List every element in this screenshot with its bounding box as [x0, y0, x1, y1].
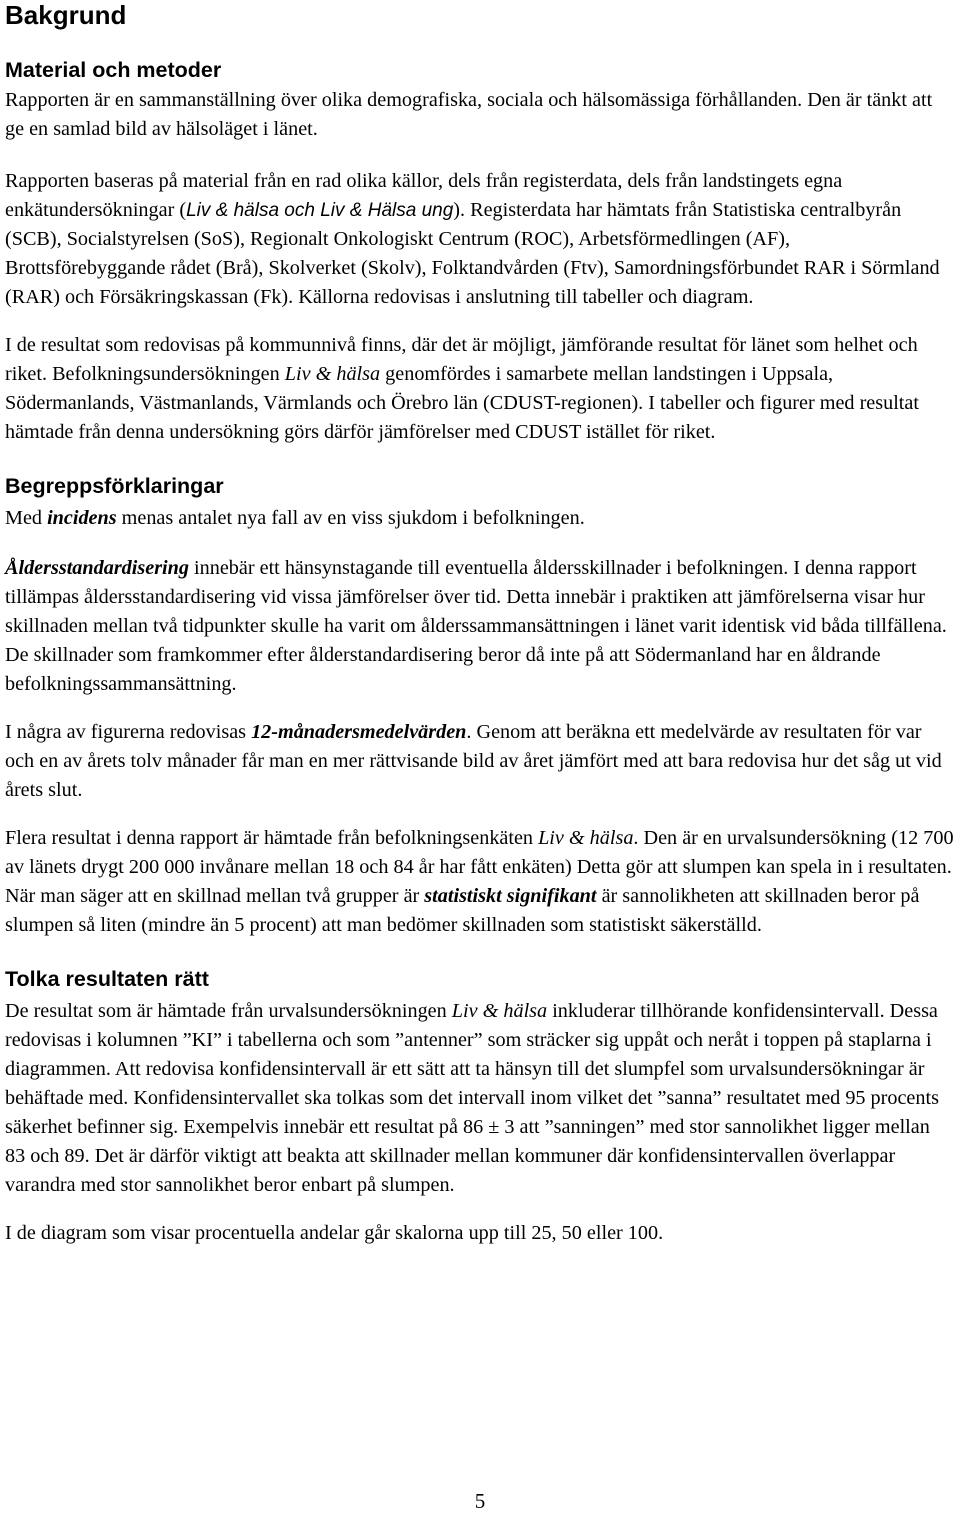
emphasis-liv-och-halsa: Liv & hälsa — [451, 1000, 548, 1022]
term-12-manadersmedelvarden: 12-månadersmedelvärden — [251, 721, 467, 743]
term-aldersstandardisering: Åldersstandardisering — [5, 557, 189, 579]
text-run: menas antalet nya fall av en viss sjukdom i befolkningen. — [116, 507, 585, 529]
text-run: Flera resultat i denna rapport är hämtade från befolkningsenkäten — [5, 827, 539, 849]
term-statistiskt-signifikant: statistiskt signifikant — [424, 885, 597, 907]
text-run: ). Registerdata har hämtats från Statistiska centralbyrån (SCB), Socialstyrelsen (SoS), Regionalt Onkologiskt Centrum (ROC), Arbetsförmedlingen (AF), Brottsförebyggande rådet (Brå), Skolverket (Skolv), Folktandvården (Ftv), Samordningsförbundet RAR i Sörmland (RAR) och Försäkringskassan (Fk). Källorna redovisas i anslutning till tabeller och diagram. — [5, 199, 940, 308]
text-run: I några av figurerna redovisas — [5, 721, 252, 743]
paragraph-tolka-skalor: I de diagram som visar procentuella andelar går skalorna upp till 25, 50 eller 100. — [5, 1222, 664, 1244]
emphasis-survey-names: Liv & hälsa och Liv & Hälsa ung — [186, 200, 454, 221]
heading-begreppsforklaringar: Begreppsförklaringar — [5, 474, 224, 498]
paragraph-tolka-konfidensintervall — [5, 997, 955, 1200]
paragraph-material-3 — [5, 331, 955, 447]
page-title: Bakgrund — [5, 0, 127, 30]
paragraph-begrepp-aldersstandardisering — [5, 554, 955, 699]
paragraph-begrepp-incidens — [5, 504, 955, 533]
heading-tolka-resultaten-ratt: Tolka resultaten rätt — [5, 967, 209, 991]
page-number: 5 — [474, 1489, 486, 1513]
paragraph-material-1: Rapporten är en sammanställning över olika demografiska, sociala och hälsomässiga förhållanden. Den är tänkt att ge en samlad bild av hälsoläget i länet. — [5, 89, 933, 140]
document-page — [5, 0, 955, 1248]
text-run: . Genom att beräkna ett medelvärde av resultaten för var och en av årets tolv månader får man en mer rättvisande bild av året jämfört med att bara redovisa hur det såg ut vid årets slut. — [5, 721, 942, 801]
text-run: De resultat som är hämtade från urvalsundersökningen — [5, 1000, 452, 1022]
text-run: genomfördes i samarbete mellan landstingen i Uppsala, Södermanlands, Västmanlands, Värmlands och Örebro län (CDUST-regionen). I tabeller och figurer med resultat hämtade från denna undersökning görs därför jämförelser med CDUST istället för riket. — [5, 363, 919, 443]
term-incidens: incidens — [47, 507, 117, 529]
emphasis-liv-och-halsa: Liv & hälsa — [284, 363, 381, 385]
text-run: innebär ett hänsynstagande till eventuella åldersskillnader i befolkningen. I denna rapport tillämpas åldersstandardisering vid vissa jämförelser över tid. Detta innebär i praktiken att jämförelserna visar hur skillnaden mellan två tidpunkter skulle ha varit om ålderssammansättningen i länet varit identisk vid båda tillfällena. De skillnader som framkommer efter ålderstandardisering beror då inte på att Södermanland har en åldrande befolkningssammansättning. — [5, 557, 947, 695]
text-run: I de resultat som redovisas på kommunnivå finns, där det är möjligt, jämförande resultat för länet som helhet och riket. Befolkningsundersökningen — [5, 334, 918, 385]
heading-material-och-metoder: Material och metoder — [5, 58, 222, 82]
text-run: inkluderar tillhörande konfidensintervall. Dessa redovisas i kolumnen ”KI” i tabellerna och som ”antenner” som sträcker sig uppåt och neråt i toppen på staplarna i diagrammen. Att redovisa konfidensintervall är ett sätt att ta hänsyn till det slumpfel som urvalsundersökningar är behäftade med. Konfidensintervallet ska tolkas som det intervall inom vilket det ”sanna” resultatet med 95 procents säkerhet befinner sig. Exempelvis innebär ett resultat på 86 ± 3 att ”sanningen” med stor sannolikhet ligger mellan 83 och 89. Det är därför viktigt att beakta att skillnader mellan kommuner där konfidensintervallen överlappar varandra med stor sannolikhet beror enbart på slumpen. — [5, 1000, 939, 1196]
paragraph-material-2 — [5, 167, 955, 312]
paragraph-begrepp-medelvarden — [5, 718, 955, 805]
text-run: . Den är en urvalsundersökning (12 700 av länets drygt 200 000 invånare mellan 18 och 84 år har fått enkäten) Detta gör att slumpen kan spela in i resultaten. När man säger att en skillnad mellan två grupper är — [5, 827, 954, 907]
paragraph-begrepp-signifikans — [5, 824, 955, 940]
text-run: är sannolikheten att skillnaden beror på slumpen så liten (mindre än 5 procent) att man bedömer skillnaden som statistiskt säkerställd. — [5, 885, 920, 936]
text-run: Rapporten baseras på material från en rad olika källor, dels från registerdata, dels från landstingets egna enkätundersökningar ( — [5, 170, 843, 221]
emphasis-liv-och-halsa: Liv & hälsa — [538, 827, 634, 849]
text-run: Med — [5, 507, 48, 529]
